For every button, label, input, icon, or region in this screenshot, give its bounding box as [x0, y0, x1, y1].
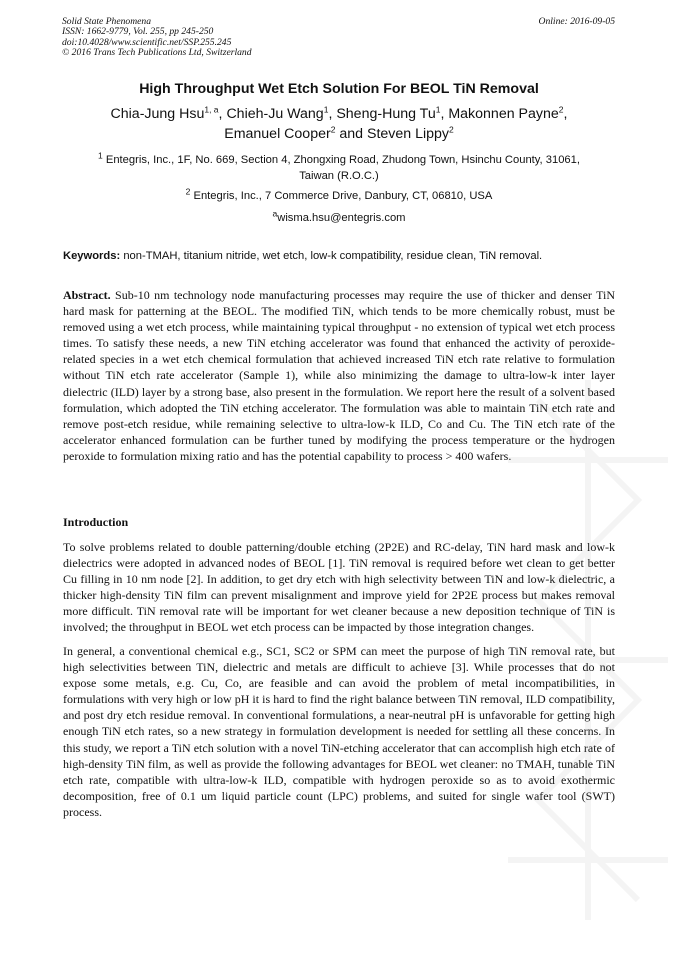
author-affiliation-mark: 2 [449, 124, 454, 135]
author-affiliation-mark: 1 [435, 104, 441, 115]
author-name: Chieh-Ju Wang [226, 106, 324, 122]
online-date: Online: 2016-09-05 [538, 16, 615, 27]
author-name: Emanuel Cooper [224, 126, 331, 142]
abstract-label: Abstract. [63, 288, 111, 302]
intro-paragraph-2: In general, a conventional chemical e.g., SC1, SC2 or SPM can meet the purpose of high TiN removal rate, but high selectivities between TiN, dielectric and metals are difficult to achieve [3]. While processes that do not expose some metals, e.g. Cu, Co, are feasible and can avoid the problem of metal incompatibilities, in formulations with very high or low pH it is hard to find the right balance between TiN removal, ILD compatibility, and post dry etch residue removal. In conventional formulations, a near-neutral pH is unfavorable for getting high enough TiN etch rates, so a new strategy in formulation development is needed for settling all these concerns. In this study, we report a TiN etch solution with a novel TiN-etching accelerator that can accomplish high etch rate of high-density TiN film, as well as provide the following advantages for BEOL wet cleaner: no TMAH, tunable TiN etch rate, compatible with ultra-low-k ILD, compatible with hydrogen peroxide so as to avoid exothermic decomposition, free of 0.1 um liquid particle count (LPC) problems, and suited for single wafer tool (SWT) process. [63, 644, 615, 819]
paper-title: High Throughput Wet Etch Solution For BEOL TiN Removal [139, 81, 539, 97]
copyright-line: © 2016 Trans Tech Publications Ltd, Switzerland [62, 47, 252, 59]
issn-line: ISSN: 1662-9779, Vol. 255, pp 245-250 [62, 26, 214, 38]
keywords [63, 248, 615, 264]
journal-name: Solid State Phenomena [62, 16, 151, 27]
keywords-text: non-TMAH, titanium nitride, wet etch, low-k compatibility, residue clean, TiN removal. [123, 250, 543, 262]
author-affiliation-mark: 2 [558, 104, 564, 115]
author-name: Steven Lippy [367, 126, 450, 142]
author-affiliation-mark: 1 [323, 104, 329, 115]
author-name: Makonnen Payne [448, 106, 559, 122]
author-list: Chia-Jung Hsu$^{1, a}$, Chieh-Ju Wang$^1$, Sheng-Hung Tu$^1$, Makonnen Payne$^2$, Emanuel Cooper$^2$ and Steven Lippy$^2$ [110, 104, 568, 142]
author-affiliation-mark: 1, a [204, 104, 219, 115]
author-name: Chia-Jung Hsu [110, 106, 205, 122]
intro-paragraph-1: To solve problems related to double patterning/double etching (2P2E) and RC-delay, TiN hard mask and low-k dielectrics were adopted in advanced nodes of BEOL [1]. TiN removal is required before wet clean to get better Cu filling in 10 nm node [2]. In addition, to get dry etch with high selectivity between TiN and low-k dielectric, a thicker high-density TiN film can prevent misalignment and improve yield for 2P2E process but makes removal more difficult. TiN removal rate will be important for wet cleaner because a new deposition technique of TiN is involved; the throughput in BEOL wet etch process can be impacted by those integration changes. [63, 540, 615, 635]
doi-line: doi:10.4028/www.scientific.net/SSP.255.245 [62, 36, 232, 48]
author-affiliation-mark: 2 [330, 124, 336, 135]
background-watermark [498, 380, 678, 920]
section-heading: Introduction [63, 515, 129, 529]
email-link[interactable]: wisma.hsu@entegris.com [277, 212, 406, 224]
affiliation-1: $^1$ Entegris, Inc., 1F, No. 669, Section 4, Zhongxing Road, Zhudong Town, Hsinchu County, 31061, Taiwan (R.O.C.) [98, 150, 580, 182]
contact-email: $^a$wisma.hsu@entegris.com [272, 208, 406, 224]
journal-header [62, 17, 422, 59]
author-name: Sheng-Hung Tu [336, 106, 436, 122]
affiliation-2: $^2$ Entegris, Inc., 7 Commerce Drive, Danbury, CT, 06810, USA [185, 186, 493, 202]
abstract-text: Sub-10 nm technology node manufacturing processes may require the use of thicker and denser TiN hard mask for patterning at the BEOL. The modified TiN, which tends to be more chemically robust, must be removed using a wet etch process, while maintaining typical throughput - no extension of typical wet etch process times. To satisfy these needs, a new TiN etching accelerator was found that enhanced the activity of peroxide-related species in a wet etch chemical formulation that achieved increased TiN etch rate relative to formulation without TiN etch rate accelerator (Sample 1), while also minimizing the damage to ultra-low-k inter layer dielectric (ILD) layer by a strong base, also present in the formulation. We report here the result of a solvent based formulation, which adopted the TiN etching accelerator. The formulation was able to maintain TiN etch rate and remove post-etch residue, while remaining selective to ultra-low-k ILD, Co and Cu. The TiN etch rate of the accelerator enhanced formulation can be further tuned by modifying the process temperature or the hydrogen peroxide to formulation mixing ratio and has the potential capability to process > 400 wafers. [63, 288, 615, 463]
keywords-label: Keywords: [63, 250, 121, 262]
